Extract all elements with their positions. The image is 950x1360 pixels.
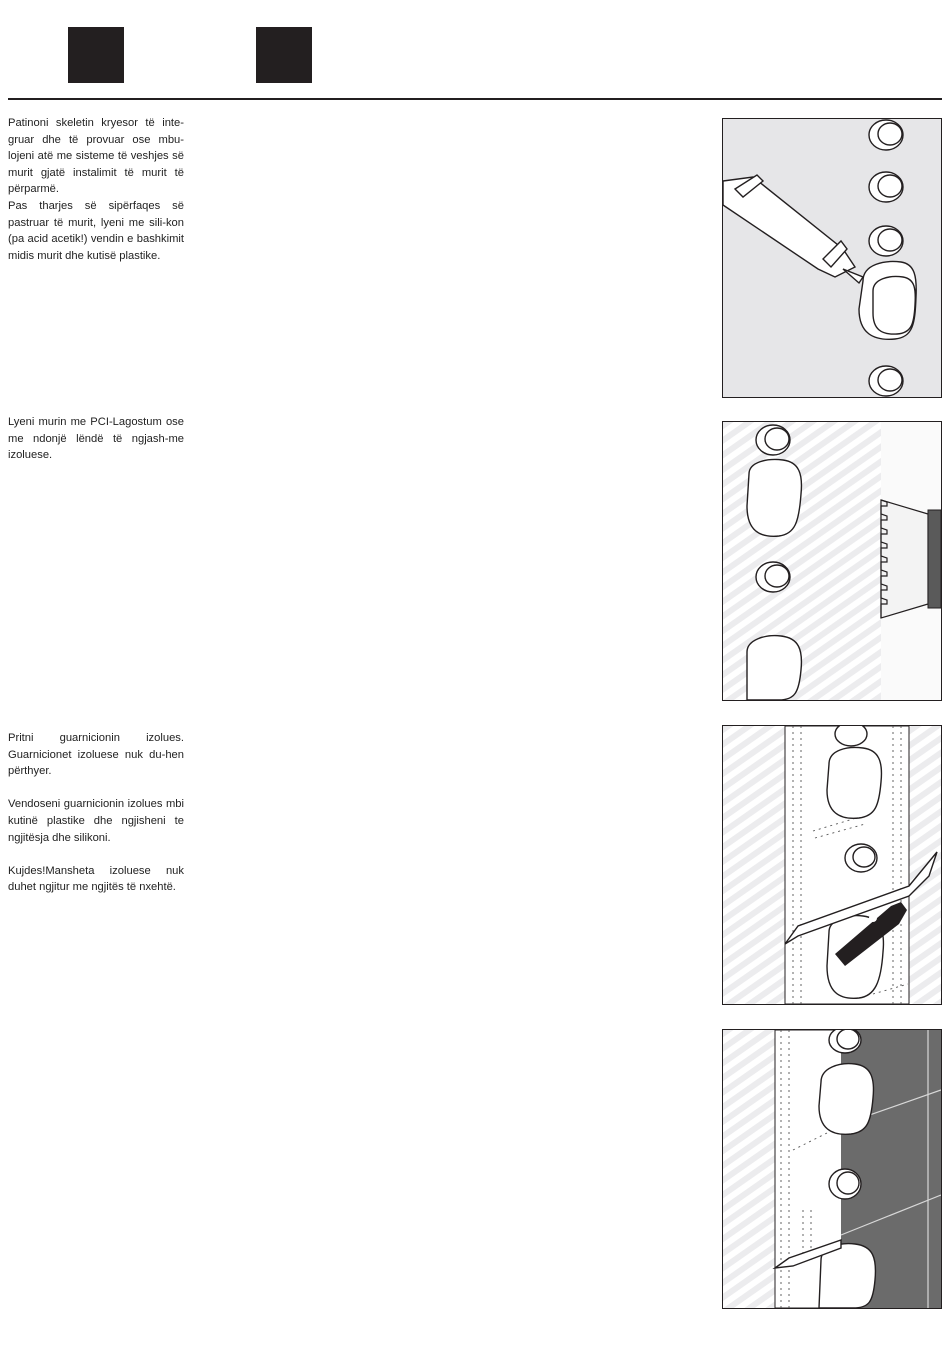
sealant-application-illustration bbox=[722, 421, 942, 701]
header-block-right bbox=[256, 27, 312, 83]
step-3-text bbox=[8, 730, 184, 896]
step-1-text bbox=[8, 115, 184, 264]
header-rule bbox=[8, 98, 942, 100]
step-3-paragraph-1: Pritni guarnicionin izolues. Guarnicionet izoluese nuk du-hen përthyer. bbox=[8, 732, 184, 778]
step-1-paragraph-2: Pas tharjes së sipërfaqes së pastruar të murit, lyeni me sili-kon (pa acid acetik!) vendin e bashkimit midis murit dhe kutisë plastike. bbox=[8, 199, 184, 262]
header-block-left bbox=[68, 27, 124, 83]
step-3-paragraph-3: Kujdes!Mansheta izoluese nuk duhet ngjitur me ngjitës të nxehtë. bbox=[8, 864, 184, 894]
trowel-icon bbox=[723, 422, 941, 700]
knife-icon bbox=[723, 726, 941, 1004]
silicone-gun-icon bbox=[723, 119, 941, 397]
step-2-paragraph-1: Lyeni murin me PCI-Lagostum ose me ndonjë lëndë të ngjash-me izoluese. bbox=[8, 416, 184, 462]
tiles-icon bbox=[723, 1030, 941, 1308]
tiled-wall-illustration bbox=[722, 1029, 942, 1309]
step-1-paragraph-1: Patinoni skeletin kryesor të inte-gruar dhe të provuar ose mbu-lojeni atë me sisteme të veshjes së murit gjatë instalimit të murit të përparmë. bbox=[8, 117, 184, 196]
step-2-text bbox=[8, 414, 184, 464]
step-3-paragraph-2: Vendoseni guarnicionin izolues mbi kutinë plastike dhe ngjisheni te ngjitësja dhe silikoni. bbox=[8, 798, 184, 844]
sealing-membrane-illustration bbox=[722, 725, 942, 1005]
silicone-application-illustration bbox=[722, 118, 942, 398]
